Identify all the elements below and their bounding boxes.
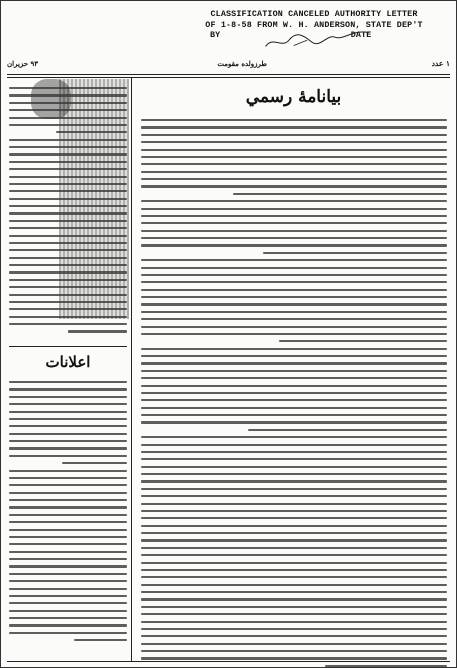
issue-date: ٩٣ حزيران (7, 59, 39, 68)
top-rule (7, 74, 450, 75)
stamp-date-label: DATE (350, 30, 372, 40)
stamp-by-label: BY (210, 30, 221, 40)
newspaper-label: طرزولده مقومت (217, 59, 267, 68)
left-column-lower-text (9, 381, 127, 647)
bottom-rule (7, 661, 450, 662)
column-divider (131, 77, 132, 661)
main-title: بيانامۀ رسمي (245, 87, 342, 107)
main-text-body (141, 119, 447, 668)
ilanat-heading: اعلانات (45, 353, 91, 371)
masthead-row (7, 57, 450, 73)
stamp-line-1: CLASSIFICATION CANCELED AUTHORITY LETTER (210, 9, 418, 19)
top-rule-2 (7, 77, 450, 78)
stamp-line-2: OF 1-8-58 FROM W. H. ANDERSON, STATE DEP'T (205, 19, 423, 30)
issue-number: ١ عدد (431, 59, 450, 68)
left-column-upper-text (9, 87, 127, 338)
ilanat-rule (9, 346, 127, 347)
